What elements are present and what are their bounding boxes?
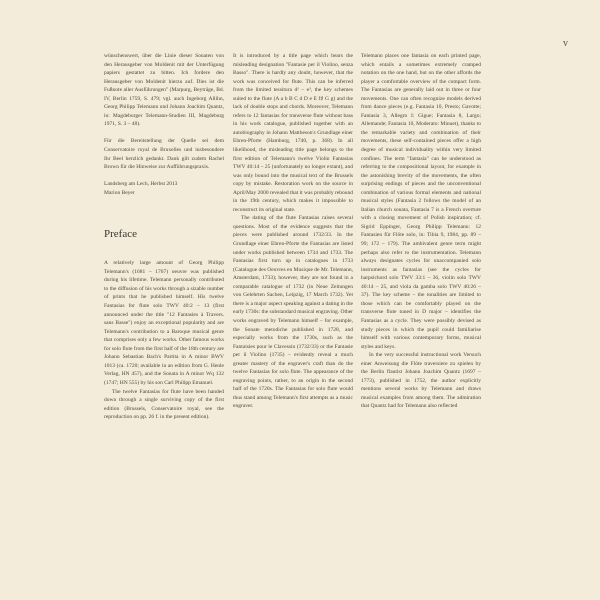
page-number: v — [563, 38, 568, 49]
column-right — [361, 52, 481, 411]
paragraph-title-page: It is introduced by a title page which bears the misleading designation "Fantasie per il Violino, senza Basso". There is hardly any doubt, however, that the work was conceived for flute. This can be inferred from the limited tessitura d¹ – e³, the key schemes suited to the flute (A a b B C d D e E f♯ G g) and the lack of double stops and chords. Moreover, Telemann refers to 12 fantasias for transverse flute without bass in his work catalogue, published together with an autobiography in Johann Mattheson's Grundlage einer Ehren-Pforte (Hamburg, 1740, p. 368). In all likelihood, the misleading title page belongs to the first edition of Telemann's twelve Violin Fantasias TWV 40:14 – 25 (unfortunately no longer extant), and was only bound into the musical text of the Brussels copy by mistake. Restoration work on the source in April/May 2000 revealed that it was probably rebound in the 19th century, which makes it impossible to reconstruct its original state. — [233, 53, 353, 213]
preface-paragraph-1: A relatively large amount of Georg Philipp Telemann's (1681 – 1767) oeuvre was published during his lifetime. Telemann personally contributed to the diffusion of his works through a sizable number of prints that he published himself. His twelve Fantasias for flute solo TWV 40:2 – 13 (first announced under the title "12 Fantasies à Travers. sans Basse") enjoy an exceptional popularity and are Telemann's contribution to a Baroque musical genre that comprises only a few works. Other famous works for solo flute from the first half of the 18th century are Johann Sebastian Bach's Partita in A minor BWV 1013 (ca. 1720; available in an edition from G. Henle Verlag, HN 457), and the Sonata in A minor Wq 132 (1747; HN 555) by his son Carl Philipp Emanuel. — [104, 260, 224, 386]
paragraph-dating: The dating of the flute Fantasias raises several questions. Most of the evidence suggests that the pieces were published around 1732/33. In the Grundlage einer Ehren-Pforte the Fantasias are listed under works published between 1734 and 1733. The Fantasias first turn up in catalogues in 1733 (Catalogue des Oeuvres en Musique de Mr. Telemann, Amsterdam, 1733); however, they are not found in a comparable catalogue of 1732 (in Neue Zeitungen von Gelehrten Sachen, Leipzig, 17 March 1732). Yet there is a major aspect speaking against a dating in the early 1730s: the substandard musical engraving. Other works engraved by Telemann himself – for example, the Sonate metodiche published in 1728, and especially works from the 1730s, such as the Fantaisies pour le Clavessin (1732/33) or the Fantasie per il Violino (1735) – evidently reveal a much greater mastery of the engraver's craft than do the twelve Fantasias for solo flute. The appearance of the engraving points, rather, to an origin in the second half of the 1720s. The Fantasias for solo flute would thus stand among Telemann's first attempts as a music engraver. — [233, 215, 353, 410]
german-footnote-paragraph: wünschenswert, über die Linie dieser Sonaten von den Herausgeber von Moldenit mit der Unterfügung papiers gestattet zu bitten. Ich fordere den Herausgeber von Moldenit hierzu auf. Dies ist die Fußnote aller Ausführungen" (Marpurg, Beyträge, Bd. IV, Berlin 1759, S. 479; vgl. auch Ingeborg Allihn, Georg Philipp Telemann und Johann Joachim Quantz, in: Magdeburger Telemann-Studien III, Magdeburg 1971, S. 3 – 48). — [104, 53, 224, 128]
column-left — [104, 52, 224, 422]
author-name: Marion Beyer — [104, 189, 135, 196]
paragraph-layout: Telemann places one fantasia on each printed page, which entails a sometimes extremely cramped notation on the one hand, but on the other affords the player a comfortable overview of the compact form. The Fantasias are generally laid out in three or four movements. One can often recognize models derived from dance pieces (e.g. Fantasia 10, Presto; Gavotte; Fantasia 3, Allegro I: Gigue; Fantasia 8, Largo; Allemande; Fantasia 10, Moderato: Minuet), thanks to the remarkable variety and combination of their movements, these self-contained pieces offer a high degree of musical individuality within very limited confines. The term "fantasia" can be understood as referring to the compositional layout, for example in the astonishing brevity of the movements, the often surprising endings of pieces and the unconventional combination of various formal elements and national musical styles (Fantasia 2 follows the model of an Italian church sonata, Fantasia 7 is a French overture with a closing movement of Polish inspiration; cf. Sigrid Eppinger, Georg Philipp Telemann: 12 Fantasien für Flöte solo, in: Tibia 9, 1984, pp. 89 – 99; 172 – 179). The ambivalent genre term might perhaps also refer to the instrumentation. Telemann always designates cycles for unaccompanied solo instruments as fantasias (see the cycles for harpsichord solo TWV 33:1 – 36, violin solo TWV 40:14 – 25, and viola da gamba solo TWV 40:26 – 37). The key scheme – the tonalities are limited to those which can be comfortably played on the transverse flute tuned in D major – identifies the Fantasias as a cycle. They were possibly devised as study pieces in which the pupil could familiarise himself with various contemporary forms, musical styles and keys. — [361, 53, 481, 350]
section-heading: Preface — [104, 228, 137, 241]
column-middle — [233, 52, 353, 411]
place-date: Landsberg am Lech, Herbst 2013 — [104, 181, 178, 188]
paragraph-quantz: In the very successful instructional work Versuch einer Anweisung die Flöte traversiere zu spielen by the Berlin flautist Johann Joachim Quantz (1697 – 1773), published in 1752, the author explicitly mentions several works by Telemann and draws musical examples from among them. The admiration that Quantz had for Telemann also reflected — [361, 352, 481, 410]
preface-paragraph-2: The twelve Fantasias for flute have been handed down through a single surviving copy of the first edition (Brussels, Conservatoire royal, see the reproduction on pp. 26 f. in the present edition). — [104, 388, 224, 421]
acknowledgements-paragraph: Für die Bereitstellung der Quelle sei dem Conservatoire royal de Bruxelles und insbesondere Ihr Beel herzlich gedankt. Dank gilt zudem Rachel Brown für die Hinweise zur Aufführungspraxis. — [104, 138, 224, 171]
